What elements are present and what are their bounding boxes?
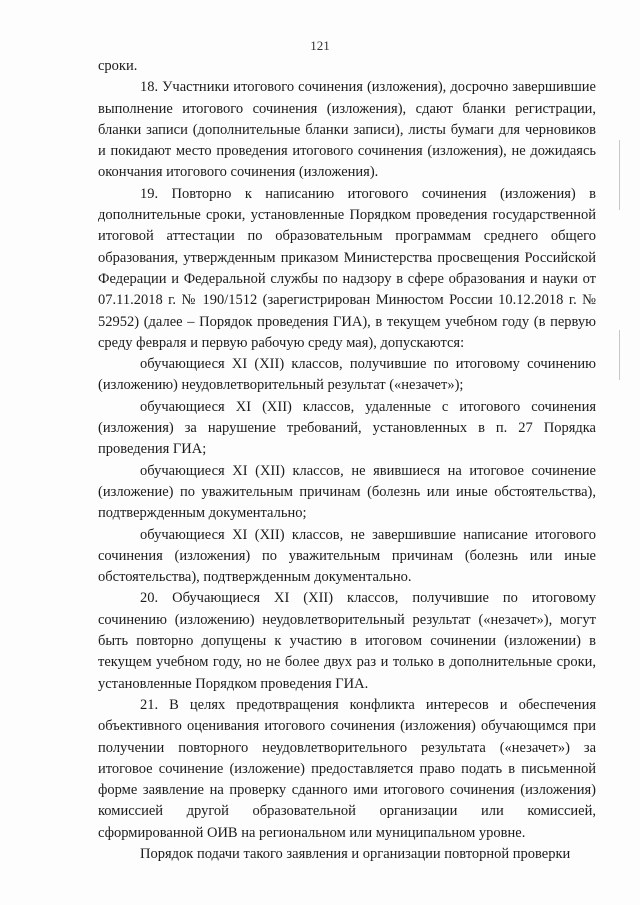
document-body bbox=[98, 56, 596, 865]
list-item-absent: обучающиеся XI (XII) классов, не явившиеся на итоговое сочинение (изложение) по уважительным причинам (болезнь или иные обстоятельства), подтвержденным документально; bbox=[98, 462, 596, 522]
page-number: 121 bbox=[310, 38, 330, 53]
paragraph-continuation: сроки. bbox=[98, 58, 138, 74]
scan-edge-mark bbox=[619, 330, 620, 380]
list-item-removed: обучающиеся XI (XII) классов, удаленные с итогового сочинения (изложения) за нарушение требований, установленных в п. 27 Порядка проведения ГИА; bbox=[98, 398, 596, 458]
paragraph-18: 18. Участники итогового сочинения (изложения), досрочно завершившие выполнение итогового сочинения (изложения), сдают бланки регистрации, бланки записи (дополнительные бланки записи), листы бумаги для черновиков и покидают место проведения итогового сочинения (изложения), не дожидаясь окончания итогового сочинения (изложения). bbox=[98, 79, 596, 181]
paragraph-21: 21. В целях предотвращения конфликта интересов и обеспечения объективного оценивания итогового сочинения (изложения) обучающимся при получении повторного неудовлетворительного результата («незачет») за итоговое сочинение (изложение) предоставляется право подать в письменной форме заявление на проверку сданного ими итогового сочинения (изложения) комиссией другой образовательной организации или комиссией, сформированной ОИВ на региональном или муниципальном уровне. bbox=[98, 696, 596, 841]
paragraph-20: 20. Обучающиеся XI (XII) классов, получившие по итоговому сочинению (изложению) неудовлетворительный результат («незачет»), могут быть повторно допущены к участию в итоговом сочинении (изложении) в текущем учебном году, но не более двух раз и только в дополнительные сроки, установленные Порядком проведения ГИА. bbox=[98, 590, 596, 692]
scan-edge-mark bbox=[619, 140, 620, 210]
paragraph-19: 19. Повторно к написанию итогового сочинения (изложения) в дополнительные сроки, установленные Порядком проведения государственной итоговой аттестации по образовательным программам среднего общего образования, утвержденным приказом Министерства просвещения Российской Федерации и Федеральной службы по надзору в сфере образования и науки от 07.11.2018 г. № 190/1512 (зарегистрирован Минюстом России 10.12.2018 г. № 52952) (далее – Порядок проведения ГИА), в текущем учебном году (в первую среду февраля и первую рабочую среду мая), допускаются: bbox=[98, 185, 596, 351]
list-item-unsatisfactory: обучающиеся XI (XII) классов, получившие по итоговому сочинению (изложению) неудовлетворительный результат («незачет»); bbox=[98, 356, 596, 394]
list-item-not-completed: обучающиеся XI (XII) классов, не завершившие написание итогового сочинения (изложения) по уважительным причинам (болезнь или иные обстоятельства), подтвержденным документально. bbox=[98, 526, 596, 586]
paragraph-procedure: Порядок подачи такого заявления и организации повторной проверки bbox=[140, 845, 571, 862]
